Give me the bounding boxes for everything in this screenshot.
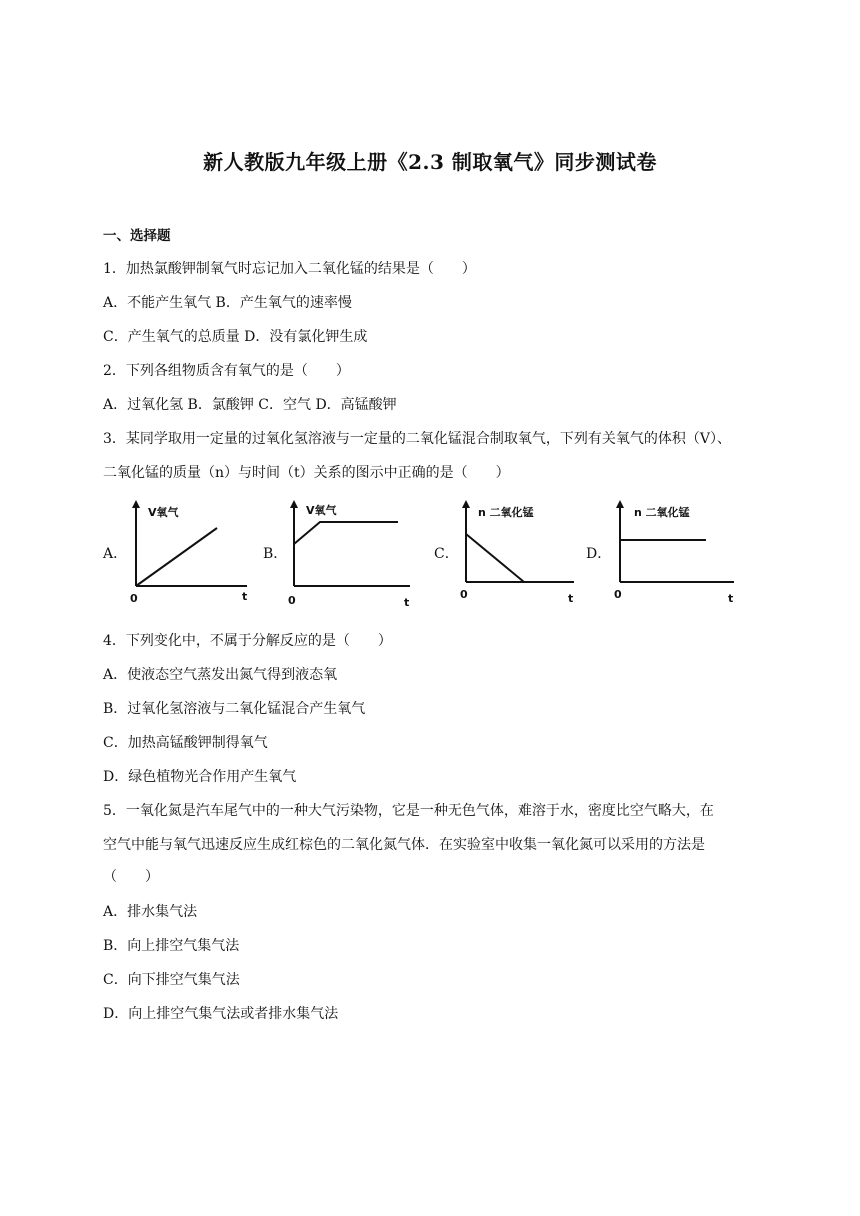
origin-label: 0 <box>288 594 296 607</box>
y-axis-label: n 二氧化锰 <box>634 506 690 519</box>
y-axis-label: n 二氧化锰 <box>478 506 534 519</box>
q4-option-a: A．使液态空气蒸发出氮气得到液态氧 <box>103 667 338 683</box>
q3-option-d-label: D． <box>586 546 612 562</box>
q5-option-c: C．向下排空气集气法 <box>103 972 240 988</box>
section-heading: 一、选择题 <box>103 228 171 244</box>
y-axis-arrow-icon <box>462 500 470 508</box>
q5-stem-line1: 5．一氧化氮是汽车尾气中的一种大气污染物，它是一种无色气体，难溶于水，密度比空气略大，在 <box>103 803 714 819</box>
q3-stem-line1: 3．某同学取用一定量的过氧化氢溶液与一定量的二氧化锰混合制取氧气，下列有关氧气的体积（V）、 <box>103 431 732 447</box>
y-axis-label: V氧气 <box>148 506 179 519</box>
curve <box>466 534 524 582</box>
q2-stem: 2．下列各组物质含有氧气的是（ ） <box>103 363 350 379</box>
q4-option-d: D．绿色植物光合作用产生氧气 <box>103 769 297 785</box>
q3-stem-line2: 二氧化锰的质量（n）与时间（t）关系的图示中正确的是（ ） <box>103 465 510 481</box>
q3-option-a-label: A． <box>103 546 128 562</box>
y-axis-arrow-icon <box>132 500 140 508</box>
y-axis-arrow-icon <box>290 500 298 508</box>
q1-stem: 1．加热氯酸钾制氧气时忘记加入二氧化锰的结果是（ ） <box>103 261 476 277</box>
q5-option-b: B．向上排空气集气法 <box>103 938 240 954</box>
x-axis-label: t <box>404 596 410 609</box>
q3-option-b-label: B． <box>263 546 288 562</box>
origin-label: 0 <box>614 588 622 601</box>
x-axis-label: t <box>728 592 734 605</box>
y-axis-arrow-icon <box>616 500 624 508</box>
q5-option-d: D．向上排空气集气法或者排水集气法 <box>103 1006 339 1022</box>
x-axis-label: t <box>242 590 248 603</box>
q3-graph-a <box>122 498 257 606</box>
q3-graph-c <box>452 498 582 606</box>
q5-stem-line3: （ ） <box>103 869 159 885</box>
q1-options-line1: A．不能产生氧气 B．产生氧气的速率慢 <box>103 295 352 311</box>
q2-options: A．过氧化氢 B．氯酸钾 C．空气 D．高锰酸钾 <box>103 397 397 413</box>
q3-graph-b <box>280 498 420 610</box>
q3-option-c-label: C． <box>434 546 459 562</box>
origin-label: 0 <box>460 588 468 601</box>
q3-graph-d <box>606 498 741 606</box>
origin-label: 0 <box>130 592 138 605</box>
q4-option-c: C．加热高锰酸钾制得氧气 <box>103 735 268 751</box>
q4-option-b: B．过氧化氢溶液与二氧化锰混合产生氧气 <box>103 701 366 717</box>
q1-options-line2: C．产生氧气的总质量 D．没有氯化钾生成 <box>103 329 368 345</box>
x-axis-label: t <box>568 592 574 605</box>
y-axis-label: V氧气 <box>306 504 337 517</box>
q4-stem: 4．下列变化中，不属于分解反应的是（ ） <box>103 633 392 649</box>
page-title: 新人教版九年级上册《2.3 制取氧气》同步测试卷 <box>203 150 657 174</box>
q5-stem-line2: 空气中能与氧气迅速反应生成红棕色的二氧化氮气体．在实验室中收集一氧化氮可以采用的方法是 <box>103 837 705 853</box>
curve <box>294 522 398 544</box>
curve <box>136 528 217 586</box>
q5-option-a: A．排水集气法 <box>103 904 198 920</box>
